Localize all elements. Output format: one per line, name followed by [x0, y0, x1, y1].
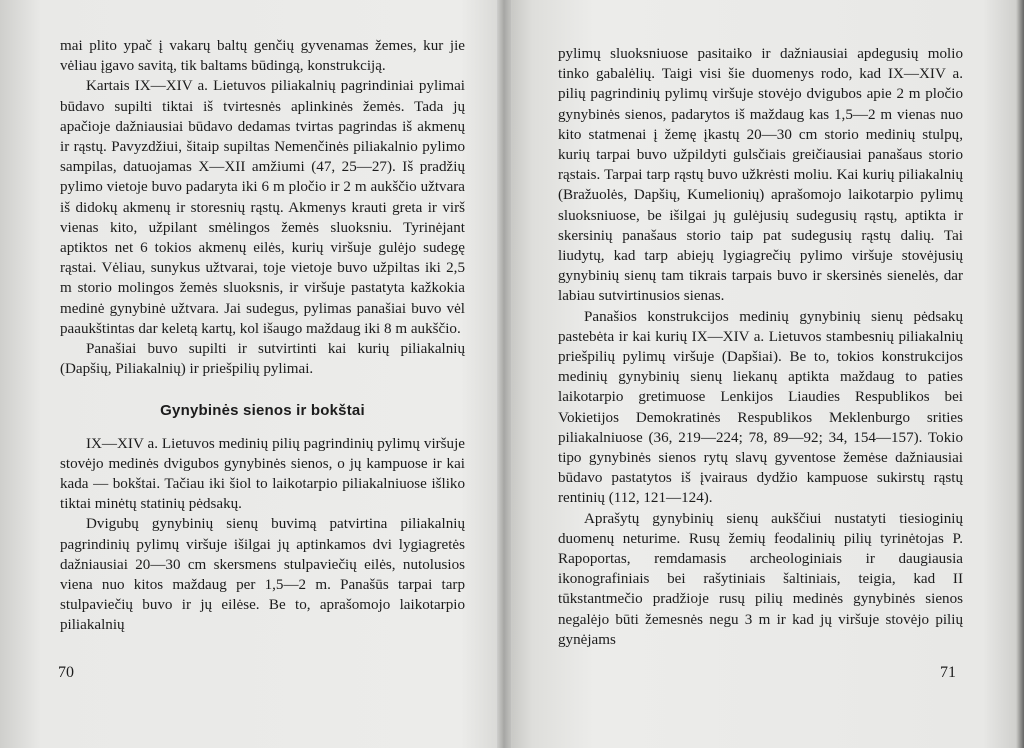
page-number: 71: [940, 664, 956, 681]
book-gutter: [497, 0, 511, 748]
right-page: [510, 0, 1024, 748]
paragraph: Aprašytų gynybinių sienų aukščiui nustatyti tiesioginių duomenų neturime. Rusų žemių feodalinių pilių tyrinėtojas P. Rapoportas, remdamasis archeologiniais ir daugiausia ikonografiniais bei rašytiniais šaltiniais, teigia, kad II tūkstantmečio pradžioje rusų pilių medinės gynybinės sienos negalėjo būti žemesnės negu 3 m ir kad jų viršuje stovėjo pilių gynėjams: [558, 510, 963, 648]
right-page-text: [558, 44, 963, 650]
paragraph: Dvigubų gynybinių sienų buvimą patvirtina piliakalnių pagrindinių pylimų viršuje išilgai jų aptinkamos dvi lygiagretės dažniausiai 20—30 cm skersmens stulpaviečių eilės, nutolusios viena nuo kitos maždaug per 1,5—2 m. Panašūs tarpai tarp stulpaviečių buvo ir jų eilėse. Be to, aprašomojo laikotarpio piliakalnių: [60, 516, 465, 634]
page-edge-shadow: [1016, 0, 1024, 748]
left-page-text: [60, 36, 465, 636]
left-page: [0, 0, 500, 748]
paragraph: Panašios konstrukcijos medinių gynybinių sienų pėdsakų pastebėta ir kai kurių IX—XIV a. Lietuvos stambesnių piliakalnių priešpilių pylimų viršuje (Dapšiai). Be to, tokios konstrukcijos medinių gynybinių sienų liekanų aptikta maždaug to paties laikotarpio gretimuose Lenkijos Liaudies Respublikos bei Vokietijos Demokratinės Respublikos Meklenburgo srities piliakalniuose (36, 219—224; 78, 89—92; 34, 154—157). Tokio tipo gynybinės sienos rytų slavų gyventose žemėse dažniausiai būdavo pastatytos iš įvairaus dydžio kampuose sukirstų rąstų rentinių (112, 121—124).: [558, 308, 963, 507]
page-number: 70: [58, 664, 74, 681]
section-heading: Gynybinės sienos ir bokštai: [160, 402, 365, 420]
paragraph: Kartais IX—XIV a. Lietuvos piliakalnių pagrindiniai pylimai būdavo supilti tiktai iš tvirtesnės aplinkinės žemės. Tada jų apačioje dažniausiai būdavo dedamas tvirtas pagrindas iš akmenų ir rąstų. Pavyzdžiui, šitaip supiltas Nemenčinės piliakalnio pylimo sampilas, datuojamas X—XII amžiumi (47, 25—27). Iš pradžių pylimo vietoje buvo padaryta iki 6 m pločio ir 2 m aukščio užtvara iš didokų akmenų ir storesnių rąstų. Akmenys krauti greta ir virš vienas kito, užpilant smėlingos žemės sluoksniu. Tyrinėjant aptiktos net 6 tokios akmenų eilės, kurių viršuje gulėjo sudegę rąstai. Vėliau, sunykus užtvarai, toje vietoje buvo užpiltas iki 2,5 m storio molingos žemės sluoksnis, ir viršuje pastatyta kažkokia medinė gynybinė užtvara. Jai sudegus, pylimas panašiai buvo vėl paaukštintas dar keletą kartų, kol išaugo maždaug iki 8 m aukščio.: [60, 78, 465, 337]
paragraph: pylimų sluoksniuose pasitaiko ir dažniausiai apdegusių molio tinko gabalėlių. Taigi visi šie duomenys rodo, kad IX—XIV a. pilių pagrindinių pylimų viršuje stovėjo dvigubos apie 2 m pločio gynybinės sienos, padarytos iš maždaug kas 1,5—2 m vienas nuo kito statmenai į žemę įkastų 20—30 cm storio medinių stulpų, kurių tarpai buvo užpildyti gulsčiais greičiausiai panašaus storio rąstais. Tarpai tarp rąstų buvo užkrėsti moliu. Kai kurių piliakalnių (Bražuolės, Dapšių, Kumelionių) aprašomojo laikotarpio pylimų sluoksniuose, be išilgai jų gulėjusių sudegusių rąstų, aptikta ir skersinių panašaus storio taip pat sudegusių rąstų dalių. Tai liudytų, kad tarp abiejų lygiagrečių pylimo viršuje stovėjusių gynybinių sienų tam tikrais tarpais buvo ir skersinės sienelės, dar labiau sutvirtinusios sienas.: [558, 46, 963, 305]
paragraph: Panašiai buvo supilti ir sutvirtinti kai kurių piliakalnių (Dapšių, Piliakalnių) ir priešpilių pylimai.: [60, 341, 465, 378]
paragraph: mai plito ypač į vakarų baltų genčių gyvenamas žemes, kur jie vėliau įgavo savitą, tik baltams būdingą, konstrukciją.: [60, 38, 465, 75]
paragraph: IX—XIV a. Lietuvos medinių pilių pagrindinių pylimų viršuje stovėjo medinės dvigubos gynybinės sienos, o jų kampuose ir kai kada — bokštai. Tačiau iki šiol to laikotarpio piliakalniuose išliko tiktai minėtų statinių pėdsakų.: [60, 435, 465, 513]
